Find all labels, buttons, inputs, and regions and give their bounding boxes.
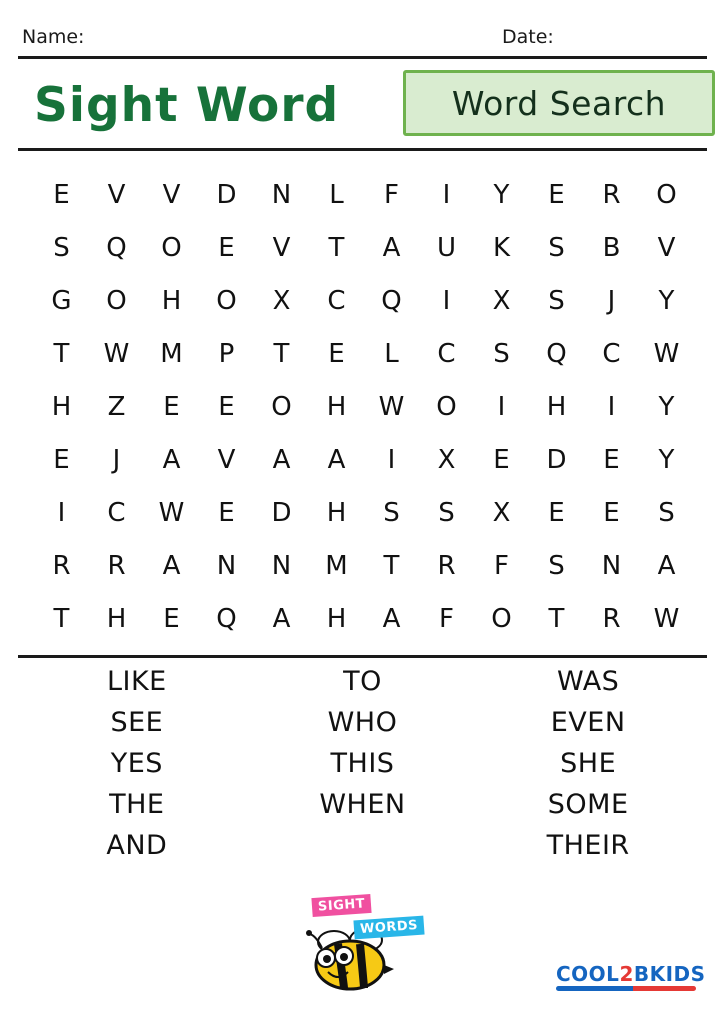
grid-cell[interactable]: H <box>51 391 72 422</box>
brand-part-2: 2 <box>619 962 634 986</box>
grid-cell[interactable]: O <box>216 285 237 316</box>
grid-cell[interactable]: N <box>271 550 292 581</box>
grid-cell[interactable]: F <box>439 603 454 634</box>
grid-cell[interactable]: A <box>162 444 181 475</box>
bee-tag-words: WORDS <box>353 916 424 940</box>
grid-cell[interactable]: S <box>493 338 510 369</box>
grid-cell[interactable]: E <box>218 497 235 528</box>
word-bank <box>24 668 701 859</box>
grid-cell[interactable]: C <box>107 497 126 528</box>
grid-cell[interactable]: F <box>384 179 399 210</box>
grid-cell[interactable]: I <box>387 444 396 475</box>
date-label: Date: <box>502 26 554 48</box>
worksheet-type-label: Word Search <box>451 83 667 123</box>
grid-cell[interactable]: O <box>436 391 457 422</box>
grid-cell[interactable]: T <box>383 550 400 581</box>
grid-cell[interactable]: V <box>217 444 236 475</box>
grid-cell[interactable]: H <box>106 603 127 634</box>
grid-cell[interactable]: E <box>493 444 510 475</box>
word-bank-item[interactable]: SEE <box>110 707 164 738</box>
brand-part-3: BKIDS <box>633 962 706 986</box>
grid-cell[interactable]: U <box>436 232 457 263</box>
grid-cell[interactable]: X <box>492 285 511 316</box>
grid-cell[interactable]: A <box>657 550 676 581</box>
grid-cell[interactable]: R <box>437 550 456 581</box>
grid-cell[interactable]: G <box>51 285 72 316</box>
grid-cell[interactable]: Y <box>658 285 675 316</box>
grid-cell[interactable]: O <box>106 285 127 316</box>
grid-cell[interactable]: N <box>271 179 292 210</box>
grid-cell[interactable]: S <box>548 550 565 581</box>
grid-cell[interactable]: V <box>162 179 181 210</box>
divider-bottom <box>18 655 707 658</box>
grid-cell[interactable]: T <box>328 232 345 263</box>
bee-tag-sight: SIGHT <box>311 894 371 917</box>
grid-cell[interactable]: N <box>601 550 622 581</box>
grid-cell[interactable]: T <box>548 603 565 634</box>
grid-cell[interactable]: M <box>325 550 348 581</box>
grid-cell[interactable]: I <box>607 391 616 422</box>
grid-cell[interactable]: D <box>271 497 292 528</box>
grid-cell[interactable]: R <box>602 603 621 634</box>
grid-cell[interactable]: R <box>52 550 71 581</box>
grid-cell[interactable]: O <box>656 179 677 210</box>
word-bank-item[interactable]: EVEN <box>550 707 626 738</box>
grid-cell[interactable]: B <box>602 232 621 263</box>
brand-part-1: COOL <box>556 962 620 986</box>
grid-cell[interactable]: R <box>107 550 126 581</box>
grid-cell[interactable]: A <box>162 550 181 581</box>
grid-cell[interactable]: T <box>53 603 70 634</box>
word-bank-item[interactable]: YES <box>110 748 163 779</box>
word-bank-item[interactable]: THEIR <box>546 830 630 861</box>
grid-cell[interactable]: A <box>272 444 291 475</box>
word-bank-column <box>476 668 699 859</box>
grid-cell[interactable]: X <box>492 497 511 528</box>
grid-cell[interactable]: E <box>328 338 345 369</box>
grid-cell[interactable]: S <box>383 497 400 528</box>
grid-cell[interactable]: I <box>442 285 451 316</box>
grid-cell[interactable]: I <box>497 391 506 422</box>
word-bank-item[interactable]: SOME <box>547 789 629 820</box>
grid-cell[interactable]: K <box>492 232 511 263</box>
worksheet-type-badge <box>403 70 715 136</box>
grid-cell[interactable]: X <box>437 444 456 475</box>
grid-cell[interactable]: P <box>218 338 235 369</box>
grid-cell[interactable]: H <box>326 391 347 422</box>
grid-cell[interactable]: D <box>546 444 567 475</box>
word-bank-item[interactable]: WHEN <box>319 789 406 820</box>
grid-cell[interactable]: W <box>158 497 185 528</box>
word-bank-item[interactable]: WAS <box>556 666 620 697</box>
grid-cell[interactable]: A <box>382 232 401 263</box>
grid-cell[interactable]: Q <box>381 285 402 316</box>
grid-cell[interactable]: W <box>103 338 130 369</box>
word-bank-item[interactable]: THIS <box>330 748 395 779</box>
word-bank-item[interactable]: LIKE <box>106 666 167 697</box>
grid-cell[interactable]: H <box>546 391 567 422</box>
brand-underline <box>556 986 696 991</box>
grid-cell[interactable]: O <box>161 232 182 263</box>
grid-cell[interactable]: A <box>382 603 401 634</box>
grid-cell[interactable]: S <box>548 232 565 263</box>
grid-cell[interactable]: O <box>491 603 512 634</box>
grid-cell[interactable]: V <box>272 232 291 263</box>
grid-cell[interactable]: W <box>653 603 680 634</box>
grid-cell[interactable]: S <box>548 285 565 316</box>
word-search-grid <box>34 168 694 645</box>
grid-cell[interactable]: C <box>437 338 456 369</box>
name-label: Name: <box>22 26 85 48</box>
grid-cell[interactable]: J <box>112 444 121 475</box>
grid-cell[interactable]: W <box>653 338 680 369</box>
grid-cell[interactable]: E <box>163 603 180 634</box>
word-bank-item[interactable]: SHE <box>560 748 617 779</box>
grid-cell[interactable]: Q <box>106 232 127 263</box>
grid-cell[interactable]: S <box>438 497 455 528</box>
sight-words-bee-logo <box>296 896 426 1001</box>
grid-cell[interactable]: H <box>326 497 347 528</box>
grid-cell[interactable]: C <box>602 338 621 369</box>
grid-cell[interactable]: E <box>53 179 70 210</box>
grid-cell[interactable]: R <box>602 179 621 210</box>
grid-cell[interactable]: S <box>53 232 70 263</box>
divider-top <box>18 56 707 59</box>
grid-cell[interactable]: E <box>218 232 235 263</box>
grid-cell[interactable]: Y <box>658 391 675 422</box>
grid-cell[interactable]: Z <box>107 391 126 422</box>
grid-cell[interactable]: T <box>273 338 290 369</box>
grid-cell[interactable]: A <box>327 444 346 475</box>
grid-cell[interactable]: C <box>327 285 346 316</box>
title-block <box>18 64 707 146</box>
grid-cell[interactable]: H <box>326 603 347 634</box>
word-bank-column <box>25 668 248 859</box>
grid-cell[interactable]: E <box>163 391 180 422</box>
grid-cell[interactable]: I <box>442 179 451 210</box>
grid-cell[interactable]: V <box>107 179 126 210</box>
word-bank-column <box>251 668 474 859</box>
grid-cell[interactable]: W <box>378 391 405 422</box>
grid-cell[interactable]: L <box>384 338 399 369</box>
grid-cell[interactable]: F <box>494 550 509 581</box>
grid-cell[interactable]: J <box>607 285 616 316</box>
grid-cell[interactable]: E <box>53 444 70 475</box>
grid-cell[interactable]: T <box>53 338 70 369</box>
grid-cell[interactable]: V <box>657 232 676 263</box>
grid-cell[interactable]: M <box>160 338 183 369</box>
grid-cell[interactable]: N <box>216 550 237 581</box>
grid-cell[interactable]: E <box>603 497 620 528</box>
grid-cell[interactable]: H <box>161 285 182 316</box>
grid-cell[interactable]: A <box>272 603 291 634</box>
grid-cell[interactable]: Y <box>658 444 675 475</box>
grid-cell[interactable]: Q <box>546 338 567 369</box>
grid-cell[interactable]: Y <box>493 179 510 210</box>
grid-cell[interactable]: X <box>272 285 291 316</box>
grid-cell[interactable]: L <box>329 179 344 210</box>
word-bank-item[interactable]: WHO <box>327 707 398 738</box>
grid-cell[interactable]: I <box>57 497 66 528</box>
divider-middle <box>18 148 707 151</box>
grid-cell[interactable]: S <box>658 497 675 528</box>
grid-cell[interactable]: E <box>548 179 565 210</box>
page-title: Sight Word <box>34 77 340 133</box>
brand-logo <box>556 962 706 986</box>
grid-cell[interactable]: E <box>603 444 620 475</box>
grid-cell[interactable]: E <box>218 391 235 422</box>
grid-cell[interactable]: E <box>548 497 565 528</box>
grid-cell[interactable]: D <box>216 179 237 210</box>
word-bank-item[interactable]: THE <box>109 789 165 820</box>
grid-cell[interactable]: O <box>271 391 292 422</box>
word-bank-item[interactable]: AND <box>106 830 168 861</box>
word-bank-item[interactable]: TO <box>343 666 382 697</box>
grid-cell[interactable]: Q <box>216 603 237 634</box>
student-info-row <box>22 22 703 52</box>
